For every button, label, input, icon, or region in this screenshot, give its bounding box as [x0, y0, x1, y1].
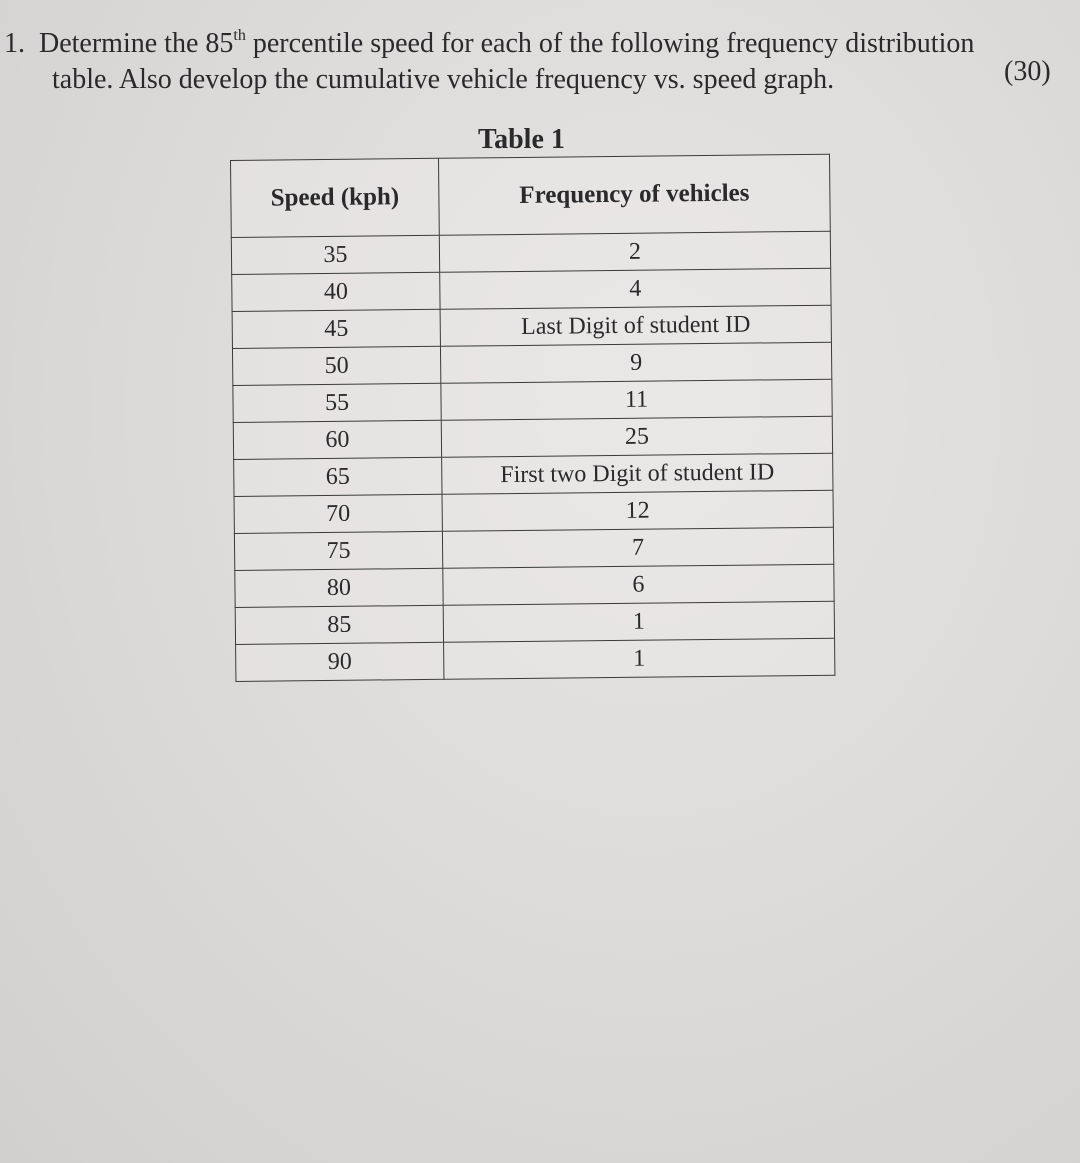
frequency-cell: 1: [444, 638, 835, 679]
table-row: [235, 601, 834, 644]
speed-cell: 65: [234, 457, 442, 496]
frequency-cell: First two Digit of student ID: [442, 453, 833, 494]
table-row: [234, 490, 833, 533]
question-marks: (30): [1004, 56, 1051, 87]
speed-cell: 90: [236, 642, 444, 681]
header-frequency: Frequency of vehicles: [438, 154, 830, 235]
speed-cell: 35: [231, 235, 439, 274]
frequency-cell: 7: [442, 527, 833, 568]
table-row: [232, 268, 831, 311]
table-body: [231, 231, 835, 681]
speed-cell: 50: [232, 346, 440, 385]
frequency-cell: 11: [441, 379, 832, 420]
question-number: 1.: [4, 28, 25, 59]
speed-cell: 75: [234, 531, 442, 570]
table-row: [231, 231, 830, 274]
speed-cell: 85: [235, 605, 443, 644]
table-row: [234, 453, 833, 496]
table-row: [236, 638, 835, 681]
table-row: [232, 305, 831, 348]
table-row: [233, 416, 832, 459]
frequency-cell: 9: [440, 342, 831, 383]
table-row: [233, 379, 832, 422]
table-header-row: [231, 154, 831, 237]
frequency-cell: 6: [443, 564, 834, 605]
speed-cell: 70: [234, 494, 442, 533]
frequency-cell: Last Digit of student ID: [440, 305, 831, 346]
question-text-start: Determine the 85: [39, 28, 234, 59]
question-text-end: percentile speed for each of the following frequency distribution: [245, 28, 975, 59]
question-line-1: [4, 26, 974, 62]
speed-cell: 80: [235, 568, 443, 607]
frequency-cell: 2: [439, 231, 830, 272]
frequency-cell: 4: [440, 268, 831, 309]
speed-cell: 40: [232, 272, 440, 311]
table-row: [234, 527, 833, 570]
header-speed: Speed (kph): [231, 158, 440, 237]
speed-cell: 60: [233, 420, 441, 459]
table-row: [235, 564, 834, 607]
frequency-cell: 12: [442, 490, 833, 531]
speed-cell: 55: [233, 383, 441, 422]
frequency-table: [230, 154, 835, 682]
question-line-2: table. Also develop the cumulative vehicle frequency vs. speed graph.: [52, 64, 835, 95]
table-container: [230, 154, 835, 682]
frequency-cell: 25: [441, 416, 832, 457]
table-title: Table 1: [478, 124, 565, 155]
frequency-cell: 1: [443, 601, 834, 642]
ordinal-suffix: th: [233, 27, 246, 44]
speed-cell: 45: [232, 309, 440, 348]
table-row: [232, 342, 831, 385]
